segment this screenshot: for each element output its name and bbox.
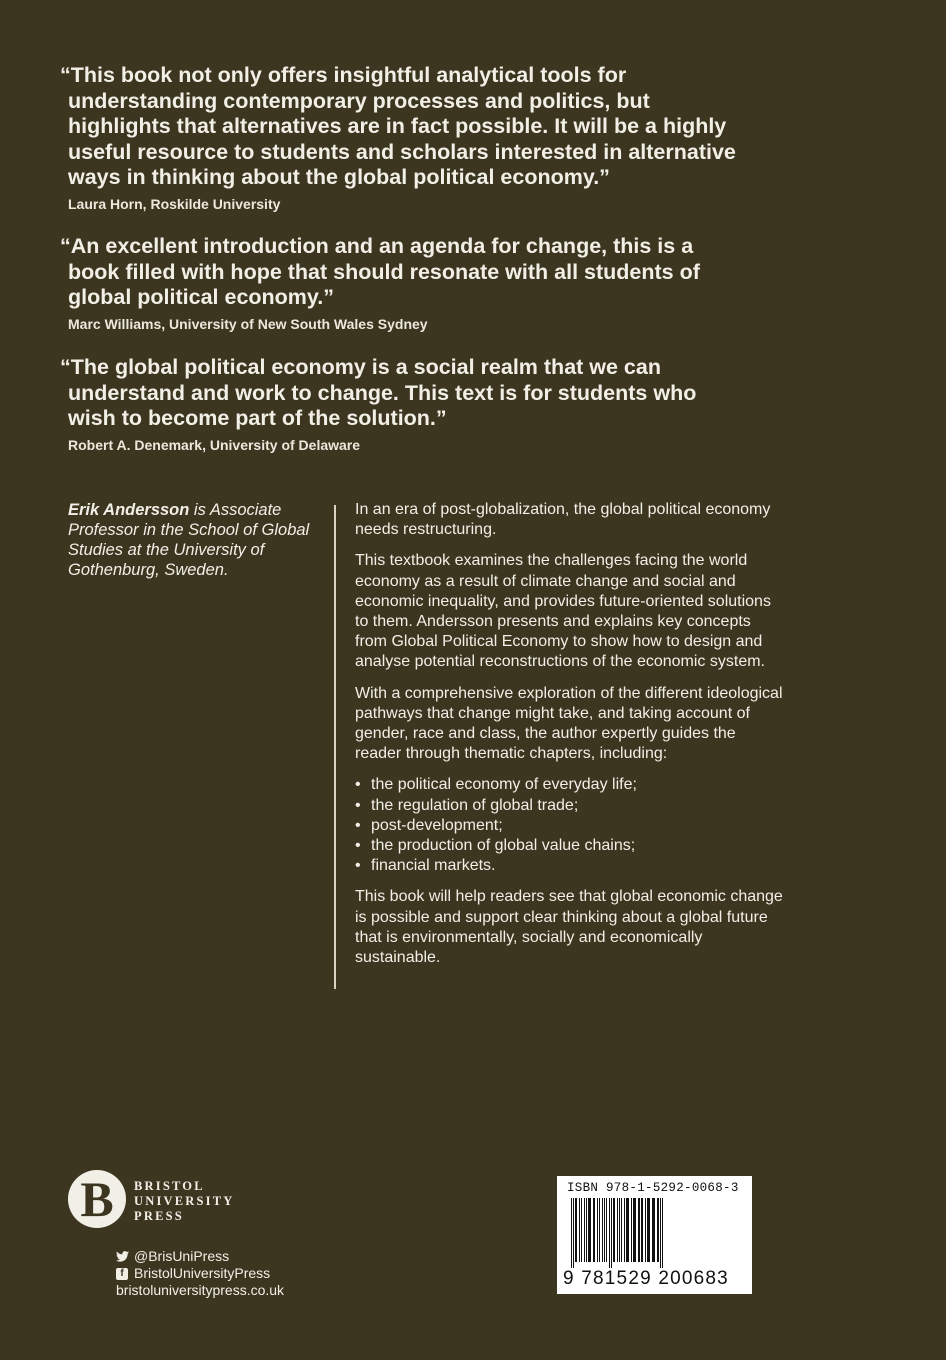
barcode-bar — [631, 1198, 632, 1262]
barcode-bar — [652, 1198, 655, 1262]
description-paragraph: This book will help readers see that global economic change is possible and support clear thinking about a global future that is environmentally, socially and economically sustainable. — [355, 888, 783, 967]
barcode-bar — [593, 1198, 595, 1262]
barcode-bar — [571, 1198, 572, 1268]
quote-1 — [60, 63, 750, 213]
barcode-bar — [604, 1198, 605, 1262]
list-item-text: financial markets. — [371, 857, 496, 875]
barcode-bar — [617, 1198, 618, 1262]
bullet-icon: • — [355, 776, 361, 794]
list-item-text: the production of global value chains; — [371, 837, 636, 855]
barcode-bar — [581, 1198, 582, 1262]
barcode-bar — [588, 1198, 591, 1262]
barcode-bar — [599, 1198, 600, 1262]
barcode-bar — [619, 1198, 620, 1262]
barcode-bar — [602, 1198, 603, 1262]
book-description — [355, 500, 785, 979]
list-item-text: the regulation of global trade; — [371, 796, 579, 814]
list-item — [355, 816, 785, 836]
author-name: Erik Andersson — [68, 501, 190, 519]
publisher-name — [134, 1179, 235, 1224]
publisher-name-line: UNIVERSITY — [134, 1194, 235, 1208]
website-link[interactable] — [116, 1282, 284, 1299]
barcode-bars — [571, 1198, 739, 1268]
isbn-barcode — [557, 1176, 752, 1294]
barcode-bar — [609, 1198, 610, 1268]
publisher-name-line: PRESS — [134, 1209, 184, 1223]
twitter-handle: @BrisUniPress — [134, 1248, 230, 1264]
barcode-bar — [579, 1198, 580, 1262]
author-bio-text: is Associate Professor in the School of Global Studies at the University of Gothenburg, Sweden. — [68, 501, 310, 579]
isbn-label: ISBN 978-1-5292-0068-3 — [567, 1181, 739, 1195]
twitter-bird-icon — [116, 1251, 128, 1263]
barcode-bar — [586, 1198, 587, 1262]
list-item — [355, 796, 785, 816]
barcode-bar — [647, 1198, 650, 1262]
column-divider — [334, 505, 336, 989]
bullet-icon: • — [355, 796, 361, 814]
quote-attribution: Robert A. Denemark, University of Delaware — [68, 436, 361, 453]
barcode-bar — [638, 1198, 640, 1262]
description-paragraph: In an era of post-globalization, the global political economy needs restructuring. — [355, 501, 771, 539]
list-item-text: the political economy of everyday life; — [371, 776, 637, 794]
barcode-bar — [645, 1198, 646, 1262]
quote-3 — [60, 355, 750, 454]
author-bio — [68, 500, 323, 580]
quote-text: “An excellent introduction and an agenda for change, this is a book filled with hope that should resonate with all students of global political economy.” — [60, 234, 700, 309]
bullet-icon: • — [355, 857, 361, 875]
website-url: bristoluniversitypress.co.uk — [116, 1282, 285, 1298]
list-item — [355, 856, 785, 876]
list-item-text: post-development; — [371, 816, 503, 834]
logo-b-icon: B — [68, 1170, 126, 1228]
barcode-bar — [624, 1198, 625, 1262]
barcode-bar — [584, 1198, 585, 1262]
barcode-bar — [660, 1198, 661, 1268]
barcode-bar — [641, 1198, 643, 1262]
twitter-link[interactable] — [116, 1248, 284, 1265]
facebook-link[interactable] — [116, 1265, 284, 1282]
facebook-icon: f — [116, 1268, 128, 1280]
barcode-bar — [575, 1198, 577, 1262]
facebook-handle: BristolUniversityPress — [134, 1265, 271, 1281]
bullet-icon: • — [355, 816, 361, 834]
barcode-bar — [606, 1198, 607, 1262]
description-paragraph: This textbook examines the challenges facing the world economy as a result of climate change and social and economic inequality, and provides future-oriented solutions to them. Andersson presents and explains key concepts from Global Political Economy to show how to design and analyse potential reconstructions of the economic system. — [355, 552, 771, 671]
barcode-bar — [597, 1198, 598, 1262]
quote-2 — [60, 234, 750, 333]
barcode-bar — [621, 1198, 622, 1262]
publisher-logo — [68, 1168, 268, 1234]
quote-text: “This book not only offers insightful analytical tools for understanding contemporary processes and politics, but highlights that alternatives are in fact possible. It will be a highly useful resource to students and scholars interested in alternative ways in thinking about the global political economy.” — [60, 63, 736, 189]
barcode-bar — [626, 1198, 629, 1262]
barcode-bar — [633, 1198, 636, 1262]
bullet-icon: • — [355, 837, 361, 855]
barcode-bar — [657, 1198, 659, 1262]
social-links — [116, 1248, 284, 1299]
quote-attribution: Laura Horn, Roskilde University — [68, 195, 281, 212]
barcode-bar — [613, 1198, 615, 1262]
isbn-digits: 9 781529 200683 — [563, 1268, 729, 1289]
quote-text: “The global political economy is a social realm that we can understand and work to change. This text is for students who wish to become part of the solution.” — [60, 355, 697, 430]
description-paragraph: With a comprehensive exploration of the different ideological pathways that change might take, and taking account of gender, race and class, the author expertly guides the reader through thematic chapters, including: — [355, 684, 783, 763]
quote-attribution: Marc Williams, University of New South Wales Sydney — [68, 315, 428, 332]
list-item — [355, 775, 785, 795]
barcode-bar — [573, 1198, 574, 1268]
chapter-list — [355, 775, 785, 876]
barcode-bar — [611, 1198, 612, 1268]
publisher-name-line: BRISTOL — [134, 1179, 205, 1193]
list-item — [355, 836, 785, 856]
barcode-bar — [662, 1198, 663, 1268]
